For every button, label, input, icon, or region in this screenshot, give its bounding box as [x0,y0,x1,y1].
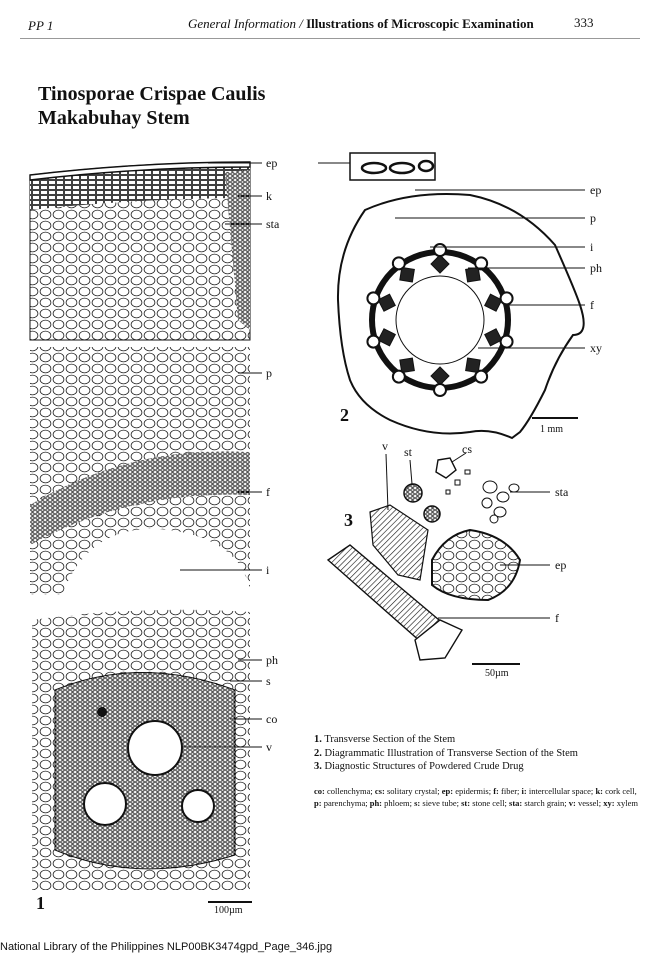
fig3-label-ep: ep [555,558,567,572]
figure1-panel-bundle [32,610,250,890]
figure2-scale-label: 1 mm [540,424,564,435]
title-latin: Tinosporae Crispae Caulis [38,83,266,105]
stone-cell-2 [424,506,440,522]
abbreviation-legend: co: collenchyma; cs: solitary crystal; ep: epidermis; f: fiber; i: intercellular space; k: cork cell, p: parenchyma; ph: phloem; s: sieve tube; st: stone cell; sta: starch grain; v: vessel; xy: xylem [314,786,638,808]
fig3-label-f: f [555,611,559,625]
figure1-panel-middle [30,347,250,595]
caption-item: 3. Diagnostic Structures of Powdered Crude Drug [314,761,524,772]
phloem-cap [393,371,405,383]
figure-captions [314,733,644,774]
fig1-label-f: f [266,485,270,499]
fig2-label-f: f [590,298,594,312]
fig1-label-ph: ph [266,653,278,667]
fig3-label-st: st [404,445,413,459]
header-section: General Information / [188,16,303,31]
figure3-scale-label: 50µm [485,668,509,679]
crystal-2 [455,480,460,485]
fig1-label-k: k [266,189,272,203]
fig2-label-ep: ep [590,183,602,197]
stone-cell-1 [404,484,422,502]
fig1-label-s: s [266,674,271,688]
fig1-label-co: co [266,712,278,726]
fig2-label-ph: ph [590,261,602,275]
figure2-diagram [338,153,584,438]
phloem-cap [501,292,513,304]
fig3-label-cs: cs [462,442,472,456]
title-common: Makabuhay Stem [38,107,190,129]
starch-grains [482,481,519,523]
caption-item: 2. Diagrammatic Illustration of Transverse Section of the Stem [314,747,578,759]
phloem-cap [434,244,446,256]
phloem-cap [501,336,513,348]
phloem-cap [367,292,379,304]
phloem-cap [393,257,405,269]
fig2-label-p: p [590,211,596,225]
fig1-label-v: v [266,740,272,754]
fig3-label-v: v [382,439,388,453]
figure3-elements [328,458,520,660]
caption-item: 1. Transverse Section of the Stem [314,734,456,745]
fig1-label-i: i [266,563,270,577]
header-book-code: PP 1 [28,18,54,33]
figure3-number: 3 [344,510,353,530]
header-chapter: Illustrations of Microscopic Examination [306,16,534,31]
figure1-scale-label: 100µm [214,905,243,916]
figure2-number: 2 [340,405,349,425]
phloem-cap [367,336,379,348]
fig1-label-sta: sta [266,217,280,231]
crystal-3 [446,490,450,494]
fig3-label-sta: sta [555,485,569,499]
fig2-label-i: i [590,240,594,254]
phloem-cap [475,371,487,383]
scan-footer: National Library of the Philippines NLP00BK3474gpd_Page_346.jpg [0,941,333,953]
fig1-label-p: p [266,366,272,380]
fig2-label-xy: xy [590,341,602,355]
page-number: 333 [574,15,594,30]
crystal-4 [465,470,470,474]
figure1-panel-outer [30,162,250,340]
pith [396,276,484,364]
figure1-number: 1 [36,893,45,913]
phloem-cap [434,384,446,396]
fig1-label-ep: ep [266,156,278,170]
